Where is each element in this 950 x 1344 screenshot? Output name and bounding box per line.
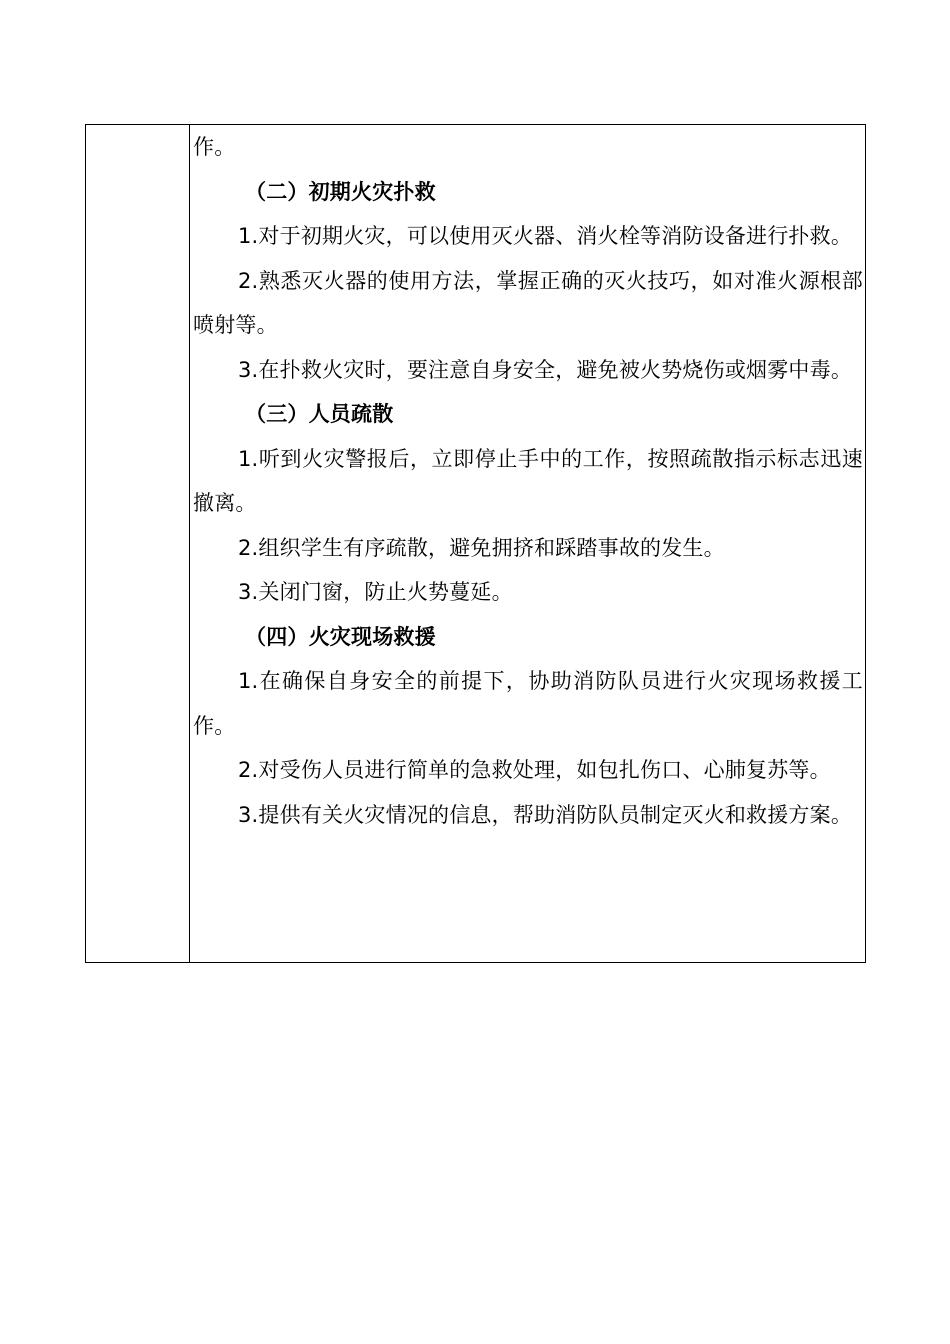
content-cell xyxy=(190,125,866,963)
label-cell xyxy=(86,125,190,963)
list-item: 3.关闭门窗，防止火势蔓延。 xyxy=(238,580,513,604)
section-heading: （四）火灾现场救援 xyxy=(245,624,436,649)
section-heading: （二）初期火灾扑救 xyxy=(245,179,436,204)
table-row xyxy=(86,125,866,963)
paragraph-continuation: 作。 xyxy=(193,135,236,159)
section-heading: （三）人员疏散 xyxy=(245,402,394,426)
list-item: 3.在扑救火灾时，要注意自身安全，避免被火势烧伤或烟雾中毒。 xyxy=(238,357,853,382)
content-body xyxy=(190,125,865,837)
list-item: 3.提供有关火灾情况的信息，帮助消防队员制定灭火和救援方案。 xyxy=(238,802,853,827)
list-item: 2.对受伤人员进行简单的急救处理，如包扎伤口、心肺复苏等。 xyxy=(238,758,831,782)
list-item: 1.听到火灾警报后，立即停止手中的工作，按照疏散指示标志迅速撤离。 xyxy=(193,446,863,515)
list-item: 1.对于初期火灾，可以使用灭火器、消火栓等消防设备进行扑救。 xyxy=(238,224,853,248)
list-item: 2.组织学生有序疏散，避免拥挤和踩踏事故的发生。 xyxy=(238,535,725,560)
list-item: 2.熟悉灭火器的使用方法，掌握正确的灭火技巧，如对准火源根部喷射等。 xyxy=(193,268,863,337)
list-item: 1.在确保自身安全的前提下，协助消防队员进行火灾现场救援工作。 xyxy=(193,669,863,738)
content-table xyxy=(85,124,866,963)
